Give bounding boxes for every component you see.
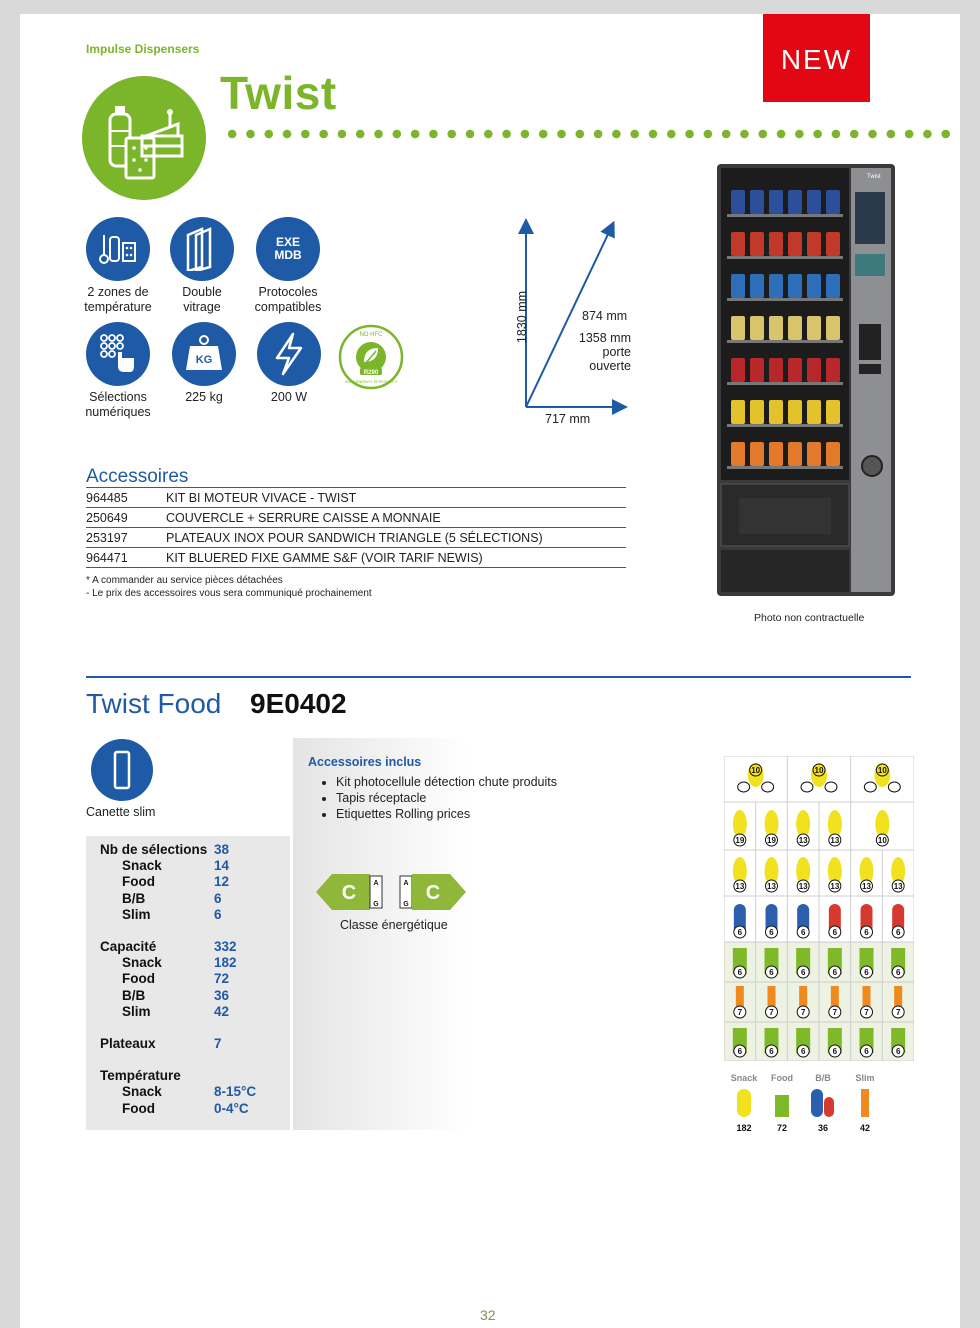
tray-count: 6 — [864, 928, 869, 937]
machine-product — [731, 274, 745, 298]
eco-badge — [338, 324, 404, 390]
spec-row: Snack 14 — [122, 858, 230, 874]
svg-text:Twist: Twist — [867, 174, 881, 180]
product-title: Twist — [220, 67, 337, 119]
list-item: • Kit photocellule détection chute produits — [336, 774, 557, 790]
tray-count: 6 — [737, 1047, 743, 1056]
height-label: 1830 mm — [515, 290, 529, 344]
tray-count: 6 — [895, 928, 901, 937]
table-row — [86, 528, 626, 548]
spec-row: Snack 182 — [122, 955, 237, 971]
machine-product — [750, 316, 764, 340]
spec-row: Slim 42 — [122, 1003, 230, 1019]
tray-count: 7 — [737, 1008, 743, 1017]
included-list — [308, 774, 557, 822]
feature-temperature-zones — [71, 217, 165, 315]
machine-product — [769, 232, 783, 256]
machine-photo — [717, 164, 895, 596]
tray-count: 6 — [832, 968, 838, 977]
machine-product — [769, 400, 783, 424]
accessory-desc: PLATEAUX INOX POUR SANDWICH TRIANGLE (5 SÉLECTIONS) — [166, 528, 626, 548]
tray-count: 13 — [798, 882, 808, 891]
machine-product — [750, 232, 764, 256]
energy-label-right — [398, 874, 466, 915]
tray-count: 6 — [769, 968, 774, 977]
spec-row: Snack 8-15°C — [122, 1084, 257, 1100]
power-icon — [257, 322, 321, 386]
tray-count: 10 — [751, 766, 761, 775]
machine-product — [769, 190, 783, 214]
machine-product — [788, 274, 802, 298]
accessory-ref: 964485 — [86, 488, 166, 508]
tray-count: 6 — [864, 968, 869, 977]
accessory-ref: 964471 — [86, 548, 166, 568]
protocol-icon: EXE MDB — [256, 217, 320, 281]
depth-label: 874 mm — [582, 309, 628, 323]
tray-count: 6 — [832, 1047, 838, 1056]
spec-row: Slim 6 — [122, 906, 222, 922]
tray-count: 6 — [864, 1047, 869, 1056]
svg-text:C: C — [341, 882, 357, 904]
accessory-ref: 253197 — [86, 528, 166, 548]
depth-open-label: 1358 mm porte ouverte — [578, 331, 631, 373]
spec-row: Plateaux 7 — [100, 1036, 222, 1052]
machine-product — [826, 232, 840, 256]
machine-product — [807, 442, 821, 466]
page-number: 32 — [480, 1307, 496, 1323]
list-item: • Etiquettes Rolling prices — [336, 806, 557, 822]
machine-product — [788, 442, 802, 466]
machine-shelf — [727, 466, 843, 469]
category-label: Impulse Dispensers — [86, 42, 200, 56]
accessory-ref: 250649 — [86, 508, 166, 528]
spec-row: Capacité 332 — [100, 939, 237, 955]
machine-product — [826, 400, 840, 424]
machine-product — [826, 316, 840, 340]
machine-shelf — [727, 424, 843, 427]
svg-text:C: C — [425, 882, 441, 904]
machine-product — [731, 190, 745, 214]
legend-value: 72 — [776, 1123, 788, 1133]
spec-row: Température — [100, 1068, 181, 1084]
tray-count: 13 — [893, 882, 903, 891]
machine-shelf — [727, 214, 843, 217]
machine-product — [750, 190, 764, 214]
tray-count: 6 — [832, 928, 838, 937]
tray-count: 19 — [767, 836, 776, 845]
machine-product — [807, 232, 821, 256]
accessory-desc: KIT BLUERED FIXE GAMME S&F (VOIR TARIF NEWIS) — [166, 548, 626, 568]
machine-product — [731, 358, 745, 382]
accessory-desc: KIT BI MOTEUR VIVACE - TWIST — [166, 488, 626, 508]
accessories-title: Accessoires — [86, 466, 189, 487]
tray-count: 7 — [832, 1008, 838, 1017]
machine-product — [826, 190, 840, 214]
tray-count: 13 — [830, 836, 840, 845]
weight-icon — [172, 322, 236, 386]
machine-product — [807, 400, 821, 424]
tray-count: 6 — [895, 968, 901, 977]
accessories-table — [86, 487, 626, 568]
tray-count: 7 — [895, 1008, 901, 1017]
specs-list — [100, 842, 290, 1117]
note-line: * A commander au service pièces détachées — [86, 575, 283, 586]
spec-row: Food 72 — [122, 971, 230, 987]
photo-note: Photo non contractuelle — [754, 612, 865, 624]
tray-count: 13 — [767, 882, 776, 891]
feature-keypad — [71, 322, 165, 420]
legend-label: B/B — [815, 1073, 831, 1083]
dotted-divider — [223, 128, 953, 140]
svg-text:R290: R290 — [363, 370, 379, 376]
tray-count: 6 — [895, 1047, 901, 1056]
leaf-icon — [338, 324, 404, 390]
machine-product — [769, 442, 783, 466]
legend-label: Slim — [855, 1073, 875, 1083]
legend-swatch-slim — [861, 1089, 869, 1117]
legend-value: 42 — [859, 1123, 871, 1133]
table-row — [86, 548, 626, 568]
tray-count: 6 — [800, 928, 806, 937]
can-slim-icon — [90, 738, 154, 807]
svg-text:G: G — [403, 901, 409, 908]
tray-count: 10 — [877, 836, 887, 845]
svg-text:HIGH ENERGY EFFICIENCY: HIGH ENERGY EFFICIENCY — [344, 379, 398, 384]
machine-product — [807, 274, 821, 298]
machine-product — [750, 358, 764, 382]
feature-label: 225 kg — [185, 390, 223, 404]
machine-product — [750, 274, 764, 298]
legend-swatch-food — [775, 1095, 789, 1117]
product-category-icon — [82, 76, 206, 200]
section-separator — [86, 676, 911, 678]
machine-shelf — [727, 382, 843, 385]
feature-label: 200 W — [270, 390, 308, 404]
tray-count: 6 — [769, 1047, 774, 1056]
feature-label: Protocoles compatibles — [254, 285, 322, 314]
feature-power — [242, 322, 336, 405]
energy-class-label: Classe énergétique — [340, 918, 448, 932]
svg-text:A: A — [403, 880, 409, 887]
machine-product — [731, 400, 745, 424]
feature-double-glazing — [155, 217, 249, 315]
machine-product — [788, 190, 802, 214]
feature-label: Sélections numériques — [85, 390, 151, 419]
feature-label: 2 zones de température — [84, 285, 152, 314]
machine-product — [731, 316, 745, 340]
machine-product — [788, 400, 802, 424]
energy-label-left — [316, 874, 384, 915]
svg-text:G: G — [373, 901, 379, 908]
new-badge: NEW — [763, 14, 870, 102]
catalog-page — [20, 14, 960, 1328]
table-row — [86, 488, 626, 508]
machine-product — [769, 358, 783, 382]
tray-count: 6 — [800, 968, 806, 977]
machine-product — [807, 190, 821, 214]
variant-code: 9E0402 — [250, 688, 347, 719]
legend-swatch-snack — [737, 1089, 751, 1117]
tray-count: 13 — [798, 836, 808, 845]
note-line: - Le prix des accessoires vous sera communiqué prochainement — [86, 588, 372, 599]
tray-legend — [724, 1071, 924, 1141]
variant-title: Twist Food — [86, 688, 222, 719]
accessory-desc: COUVERCLE + SERRURE CAISSE A MONNAIE — [166, 508, 626, 528]
machine-product — [769, 274, 783, 298]
tray-count: 13 — [862, 882, 871, 891]
accessories-notes — [86, 574, 372, 600]
machine-product — [731, 442, 745, 466]
machine-shelf — [727, 256, 843, 259]
machine-product — [750, 442, 764, 466]
spec-row: Food 12 — [122, 874, 230, 890]
machine-product — [750, 400, 764, 424]
svg-text:NO HFC: NO HFC — [359, 332, 383, 338]
legend-value: 182 — [736, 1123, 752, 1133]
feature-weight — [157, 322, 251, 405]
tray-count: 10 — [877, 766, 887, 775]
tray-count: 19 — [735, 836, 745, 845]
legend-value: 36 — [817, 1123, 829, 1133]
machine-product — [826, 274, 840, 298]
tray-count: 7 — [864, 1008, 869, 1017]
machine-product — [826, 358, 840, 382]
legend-swatch-bb — [811, 1089, 823, 1117]
tray-count: 6 — [737, 968, 743, 977]
machine-product — [731, 232, 745, 256]
table-row — [86, 508, 626, 528]
double-glazing-icon — [170, 217, 234, 281]
machine-product — [807, 358, 821, 382]
tray-count: 13 — [735, 882, 745, 891]
spec-row: B/B 36 — [122, 987, 230, 1003]
tray-count: 6 — [769, 928, 774, 937]
tray-count: 7 — [800, 1008, 806, 1017]
can-slim-label: Canette slim — [86, 805, 156, 819]
tray-count: 6 — [737, 928, 743, 937]
feature-label: Double vitrage — [182, 285, 222, 314]
spec-row: Nb de sélections 38 — [100, 842, 230, 857]
tray-layout-grid — [724, 756, 914, 1061]
feature-protocols — [241, 217, 335, 315]
machine-product — [769, 316, 783, 340]
tray-count: 6 — [800, 1047, 806, 1056]
spec-row: Food 0-4°C — [122, 1100, 249, 1116]
width-label: 717 mm — [545, 412, 591, 426]
list-item: • Tapis réceptacle — [336, 790, 557, 806]
temperature-zones-icon — [86, 217, 150, 281]
machine-product — [788, 358, 802, 382]
spec-row: B/B 6 — [122, 890, 222, 906]
machine-product — [807, 316, 821, 340]
legend-swatch-bb — [824, 1097, 834, 1117]
included-title: Accessoires inclus — [308, 755, 422, 769]
legend-label: Food — [771, 1073, 793, 1083]
machine-product — [788, 316, 802, 340]
tray-count: 7 — [769, 1008, 774, 1017]
machine-product — [788, 232, 802, 256]
machine-shelf — [727, 340, 843, 343]
svg-text:KG: KG — [195, 354, 213, 366]
tray-count: 13 — [830, 882, 840, 891]
machine-shelf — [727, 298, 843, 301]
tray-count: 10 — [814, 766, 824, 775]
svg-text:A: A — [373, 880, 379, 887]
machine-product — [826, 442, 840, 466]
keypad-icon — [86, 322, 150, 386]
legend-label: Snack — [730, 1073, 758, 1083]
